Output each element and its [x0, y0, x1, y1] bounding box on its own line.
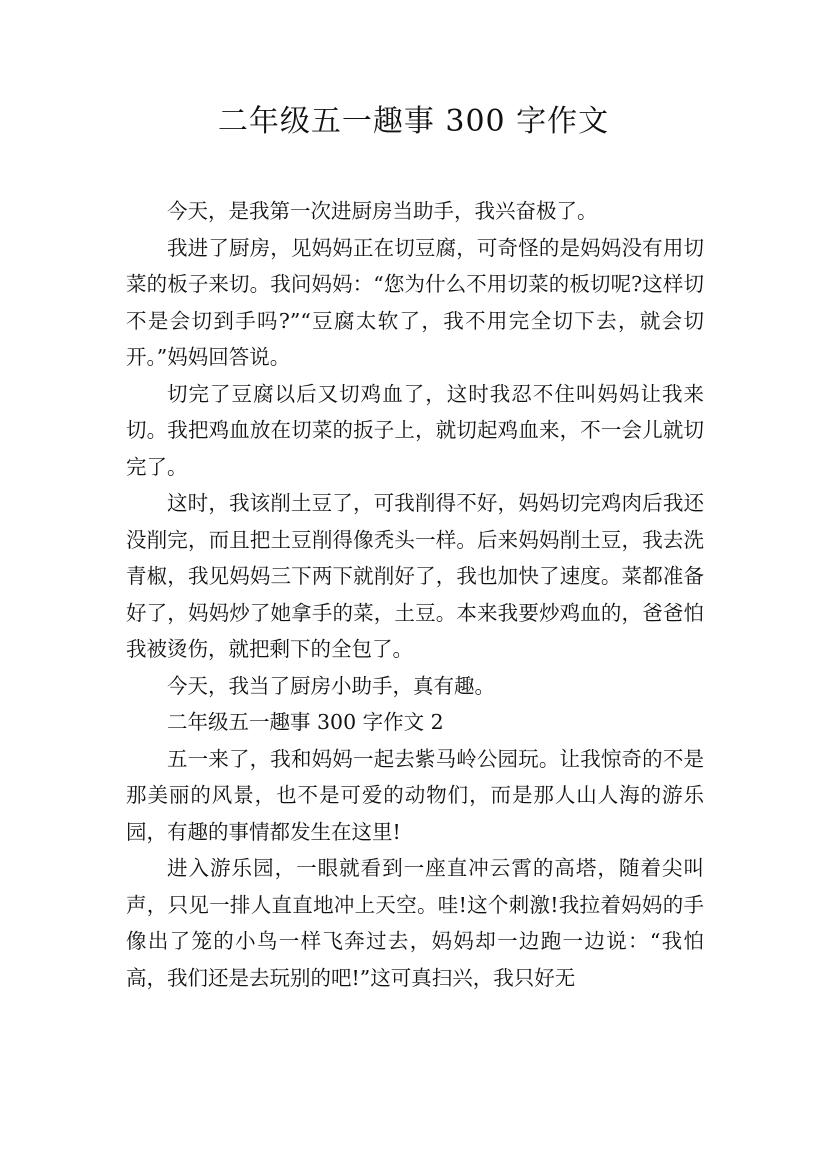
paragraph: 进入游乐园，一眼就看到一座直冲云霄的高塔，随着尖叫声，只见一排人直直地冲上天空。哇!这个刺激!我拉着妈妈的手像出了笼的小鸟一样飞奔过去，妈妈却一边跑一边说：“我怕高，我们还是去玩别的吧!”这可真扫兴，我只好无: [126, 856, 704, 990]
section-heading: 二年级五一趣事 300 字作文 2: [167, 710, 444, 734]
paragraph: 我进了厨房，见妈妈正在切豆腐，可奇怪的是妈妈没有用切菜的板子来切。我问妈妈：“您为什么不用切菜的板切呢?这样切不是会切到手吗?”“豆腐太软了，我不用完全切下去，就会切开。”妈妈回答说。: [126, 235, 704, 369]
paragraph: 今天，我当了厨房小助手，真有趣。: [167, 673, 495, 698]
paragraph: 五一来了，我和妈妈一起去紫马岭公园玩。让我惊奇的不是那美丽的风景，也不是可爱的动物们，而是那人山人海的游乐园，有趣的事情都发生在这里!: [126, 746, 704, 844]
paragraph: 切完了豆腐以后又切鸡血了，这时我忍不住叫妈妈让我来切。我把鸡血放在切菜的扳子上，就切起鸡血来，不一会儿就切完了。: [126, 381, 704, 479]
paragraph: 这时，我该削土豆了，可我削得不好，妈妈切完鸡肉后我还没削完，而且把土豆削得像秃头一样。后来妈妈削土豆，我去洗青椒，我见妈妈三下两下就削好了，我也加快了速度。菜都准备好了，妈妈炒了她拿手的菜，土豆。本来我要炒鸡血的，爸爸怕我被烫伤，就把剩下的全包了。: [126, 491, 704, 661]
document-title: 二年级五一趣事 300 字作文: [217, 104, 610, 139]
document-body: [126, 193, 704, 996]
paragraph: 今天，是我第一次进厨房当助手，我兴奋极了。: [167, 199, 598, 223]
